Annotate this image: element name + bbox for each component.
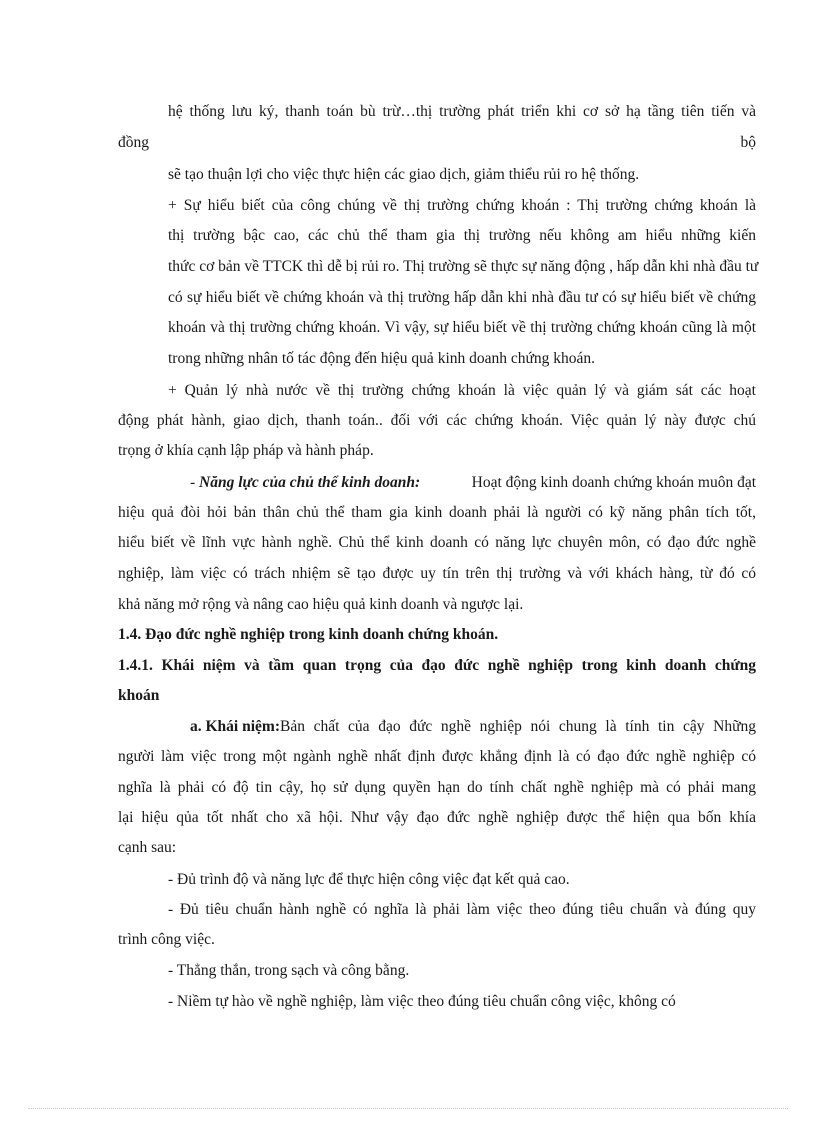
list-item: - Đủ tiêu chuẩn hành nghề có nghĩa là phải làm việc theo đúng tiêu chuẩn và đúng quy: [168, 901, 756, 918]
paragraph-line: [118, 133, 756, 153]
paragraph-line: khoán và thị trường chứng khoán. Vì vậy, sự hiểu biết về thị trường chứng khoán cũng là một: [168, 319, 756, 336]
term-bold: a. Khái niệm:: [190, 718, 280, 735]
paragraph-line: lại hiệu qủa tốt nhất cho xã hội. Như vậy đạo đức nghề nghiệp được thể hiện qua bốn khía: [118, 809, 756, 826]
paragraph-line: + Quản lý nhà nước về thị trường chứng khoán là việc quản lý và giám sát các hoạt: [168, 382, 756, 399]
list-item-cont: trình công việc.: [118, 931, 215, 948]
paragraph-line: có sự hiểu biết về chứng khoán và thị trường hấp dẫn khi nhà đầu tư có sự hiểu biết về chứng: [168, 289, 756, 306]
paragraph-line: thức cơ bản về TTCK thì dễ bị rủi ro. Thị trường sẽ thực sự năng động , hấp dẫn khi nhà đầu tư: [168, 258, 759, 275]
subsection-heading: 1.4.1. Khái niệm và tầm quan trọng của đạo đức nghề nghiệp trong kinh doanh chứng: [118, 657, 756, 674]
paragraph-line: nghĩa là phải có độ tin cậy, họ sử dụng quyền hạn do tính chất nghề nghiệp mà có phải mang: [118, 779, 756, 796]
dash: -: [190, 474, 200, 491]
line-rest: Hoạt động kinh doanh chứng khoán muôn đạt: [471, 474, 756, 491]
line-rest: Bản chất của đạo đức nghề nghiệp nói chung là tính tin cậy Những: [280, 718, 756, 735]
paragraph-line: nghiệp, làm việc có trách nhiệm sẽ tạo được uy tín trên thị trường và với khách hàng, từ đó có: [118, 565, 756, 582]
subsection-heading-cont: khoán: [118, 687, 160, 704]
paragraph-line: [190, 473, 756, 493]
paragraph-line: thị trường bậc cao, các chủ thể tham gia thị trường nếu không am hiểu những kiến: [168, 227, 756, 244]
page-bottom-border: [28, 1108, 788, 1109]
section-heading: 1.4. Đạo đức nghề nghiệp trong kinh doanh chứng khoán.: [118, 626, 499, 643]
line-start-word: đồng: [118, 134, 149, 151]
list-item: - Niềm tự hào về nghề nghiệp, làm việc theo đúng tiêu chuẩn công việc, không có: [168, 993, 676, 1010]
paragraph-line: động phát hành, giao dịch, thanh toán.. đối với các chứng khoán. Việc quản lý này được chú: [118, 412, 756, 429]
line-end-word: bộ: [740, 134, 756, 151]
list-item: - Đủ trình độ và năng lực để thực hiện công việc đạt kết quả cao.: [168, 871, 570, 888]
term-bold-italic: Năng lực của chủ thể kinh doanh:: [199, 474, 421, 491]
paragraph-line: cạnh sau:: [118, 839, 177, 856]
paragraph-line: + Sự hiểu biết của công chúng về thị trường chứng khoán : Thị trường chứng khoán là: [168, 197, 756, 214]
paragraph-line: sẽ tạo thuận lợi cho việc thực hiện các giao dịch, giảm thiểu rủi ro hệ thống.: [168, 166, 640, 183]
list-item: - Thẳng thắn, trong sạch và công bằng.: [168, 962, 410, 979]
paragraph-line: người làm việc trong một ngành nghề nhất định được khẳng định là có đạo đức nghề nghiệp có: [118, 748, 756, 765]
paragraph-line: hiệu quả đòi hỏi bản thân chủ thể tham gia kinh doanh phải là người có kỹ năng phân tích tốt,: [118, 504, 756, 521]
paragraph-line: hiểu biết về lĩnh vực hành nghề. Chủ thể kinh doanh có năng lực chuyên môn, có đạo đức nghề: [118, 534, 756, 551]
paragraph-line: [190, 717, 756, 737]
paragraph-line: khả năng mở rộng và nâng cao hiệu quả kinh doanh và ngược lại.: [118, 596, 524, 613]
paragraph-line: hệ thống lưu ký, thanh toán bù trừ…thị trường phát triển khi cơ sở hạ tầng tiên tiến và: [168, 103, 756, 120]
paragraph-line: trọng ở khía cạnh lập pháp và hành pháp.: [118, 442, 374, 459]
paragraph-line: trong những nhân tố tác động đến hiệu quả kinh doanh chứng khoán.: [168, 350, 596, 367]
